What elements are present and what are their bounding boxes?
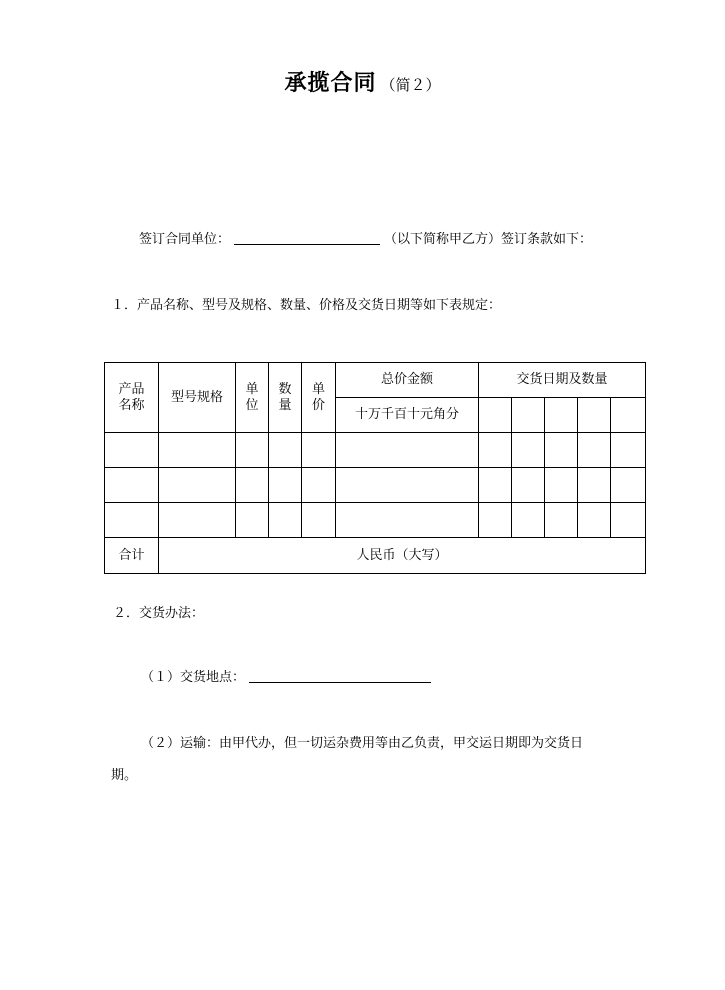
- signing-party-blank[interactable]: [234, 230, 380, 245]
- table-cell[interactable]: [336, 503, 479, 538]
- header-total-amount: 总价金额: [336, 363, 479, 398]
- table-cell[interactable]: [336, 468, 479, 503]
- delivery-cell[interactable]: [479, 398, 512, 433]
- clause-2-item-2-line-2: 期。: [111, 768, 138, 783]
- delivery-cell[interactable]: [578, 398, 611, 433]
- table-cell[interactable]: [302, 433, 336, 468]
- table-cell[interactable]: [302, 503, 336, 538]
- table-cell[interactable]: [236, 503, 269, 538]
- table-cell[interactable]: [545, 468, 578, 503]
- clause-2-heading: ２．交货办法：: [113, 606, 205, 621]
- header-quantity: 数量: [269, 363, 302, 433]
- table-cell[interactable]: [479, 468, 512, 503]
- delivery-location-blank[interactable]: [249, 668, 431, 683]
- signing-line: [139, 230, 592, 249]
- total-label: 合计: [105, 538, 159, 574]
- delivery-cell[interactable]: [512, 398, 545, 433]
- table-cell[interactable]: [302, 468, 336, 503]
- table-cell[interactable]: [545, 503, 578, 538]
- title-sub: （简２）: [380, 76, 441, 94]
- table-row: [105, 468, 646, 503]
- table-cell[interactable]: [578, 468, 611, 503]
- header-unit-price: 单价: [302, 363, 336, 433]
- total-currency[interactable]: 人民币（大写）: [159, 538, 646, 574]
- table-cell[interactable]: [159, 433, 236, 468]
- header-amount-digits: 十万千百十元角分: [336, 398, 479, 433]
- table-cell[interactable]: [336, 433, 479, 468]
- clause-1: １．产品名称、型号及规格、数量、价格及交货日期等如下表规定：: [111, 298, 502, 313]
- goods-table: [104, 362, 646, 574]
- table-cell[interactable]: [578, 433, 611, 468]
- clause-2-item-2-line-1: （２）运输：由甲代办，但一切运杂费用等由乙负责，甲交运日期即为交货日: [141, 736, 584, 751]
- delivery-location-label: （１）交货地点：: [141, 670, 246, 685]
- table-cell[interactable]: [512, 503, 545, 538]
- table-cell[interactable]: [578, 503, 611, 538]
- signing-prefix: 签订合同单位：: [139, 232, 231, 247]
- table-cell[interactable]: [611, 503, 646, 538]
- table-cell[interactable]: [159, 468, 236, 503]
- table-cell[interactable]: [611, 433, 646, 468]
- table-cell[interactable]: [512, 468, 545, 503]
- table-cell[interactable]: [269, 433, 302, 468]
- table-cell[interactable]: [269, 503, 302, 538]
- table-cell[interactable]: [479, 503, 512, 538]
- delivery-cell[interactable]: [611, 398, 646, 433]
- table-cell[interactable]: [479, 433, 512, 468]
- total-row: [105, 538, 646, 574]
- table-cell[interactable]: [159, 503, 236, 538]
- table-cell[interactable]: [269, 468, 302, 503]
- title-main: 承揽合同: [284, 71, 377, 96]
- header-unit: 单位: [236, 363, 269, 433]
- clause-2-item-1: [141, 668, 435, 687]
- table-row: [105, 503, 646, 538]
- table-cell[interactable]: [611, 468, 646, 503]
- table-cell[interactable]: [545, 433, 578, 468]
- table-cell[interactable]: [236, 433, 269, 468]
- document-title: [0, 66, 725, 97]
- table-row: [105, 433, 646, 468]
- signing-suffix: （以下简称甲乙方）签订条款如下：: [384, 232, 593, 247]
- header-model-spec: 型号规格: [159, 363, 236, 433]
- table-cell[interactable]: [105, 433, 159, 468]
- table-cell[interactable]: [512, 433, 545, 468]
- header-product-name: 产品名称: [105, 363, 159, 433]
- table-cell[interactable]: [105, 468, 159, 503]
- table-cell[interactable]: [105, 503, 159, 538]
- table-cell[interactable]: [236, 468, 269, 503]
- header-delivery: 交货日期及数量: [479, 363, 646, 398]
- delivery-cell[interactable]: [545, 398, 578, 433]
